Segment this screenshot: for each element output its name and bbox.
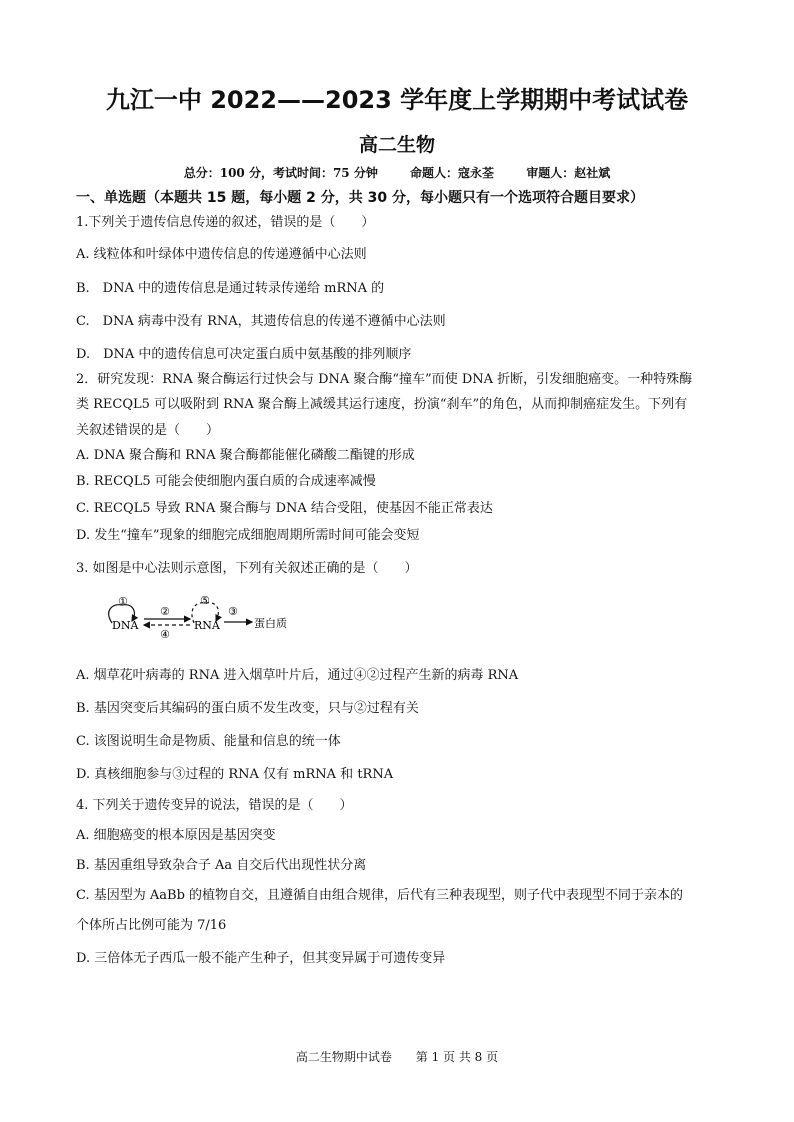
footer-page-number: 第 1 页 共 8 页 <box>415 1050 499 1064</box>
q3-stem: 3. 如图是中心法则示意图，下列有关叙述正确的是（ ） <box>76 561 418 576</box>
q4-stem: 4. 下列关于遗传变异的说法，错误的是（ ） <box>76 798 353 813</box>
q4-option-c-line-1: C. 基因型为 AaBb 的植物自交，且遵循自由组合规律，后代有三种表现型，则子代中表现型不同于亲本的 <box>76 888 684 903</box>
q2-stem-line-2: 类 RECQL5 可以吸附到 RNA 聚合酶上减缓其运行速度，扮演“刹车”的角色，从而抑制癌症发生。下列有 <box>76 397 688 412</box>
q3-option-b: B. 基因突变后其编码的蛋白质不发生改变，只与②过程有关 <box>76 701 419 716</box>
q4-option-a: A. 细胞癌变的根本原因是基因突变 <box>76 828 276 843</box>
q4-option-d: D. 三倍体无子西瓜一般不能产生种子，但其变异属于可遗传变异 <box>76 951 446 966</box>
label-1: ① <box>118 595 128 608</box>
page-footer <box>0 1048 794 1065</box>
label-protein: 蛋白质 <box>254 617 287 630</box>
section-heading: 一、单选题（本题共 15 题，每小题 2 分，共 30 分，每小题只有一个选项符合题目要求） <box>76 190 644 206</box>
q2-option-d: D. 发生“撞车”现象的细胞完成细胞周期所需时间可能会变短 <box>76 528 420 543</box>
q2-stem-line-3: 关叙述错误的是（ ） <box>76 423 220 438</box>
central-dogma-diagram <box>104 593 304 641</box>
label-rna: RNA <box>194 619 220 632</box>
exam-title: 九江一中 2022——2023 学年度上学期期中考试试卷 <box>105 86 689 114</box>
label-3: ③ <box>228 605 238 618</box>
score-time: 总分：100 分，考试时间：75 分钟 <box>183 166 378 180</box>
q1-stem: 1.下列关于遗传信息传递的叙述，错误的是（ ） <box>76 215 375 230</box>
q3-option-c: C. 该图说明生命是物质、能量和信息的统一体 <box>76 734 341 749</box>
q1-option-b: B. DNA 中的遗传信息是通过转录传递给 mRNA 的 <box>76 281 385 296</box>
q2-option-a: A. DNA 聚合酶和 RNA 聚合酶都能催化磷酸二酯键的形成 <box>76 448 415 463</box>
q3-option-d: D. 真核细胞参与③过程的 RNA 仅有 mRNA 和 tRNA <box>76 767 394 782</box>
q4-option-b: B. 基因重组导致杂合子 Aa 自交后代出现性状分离 <box>76 858 367 873</box>
question-reviewer: 审题人：赵社斌 <box>526 166 611 180</box>
footer-exam-name: 高二生物期中试卷 <box>295 1050 392 1064</box>
q1-option-c: C. DNA 病毒中没有 RNA，其遗传信息的传递不遵循中心法则 <box>76 314 446 329</box>
q4-option-c-line-2: 个体所占比例可能为 7/16 <box>76 918 227 933</box>
label-5: ⑤ <box>200 594 210 607</box>
q3-option-a: A. 烟草花叶病毒的 RNA 进入烟草叶片后，通过④②过程产生新的病毒 RNA <box>76 668 519 683</box>
label-4: ④ <box>160 628 170 641</box>
q1-option-d: D. DNA 中的遗传信息可决定蛋白质中氨基酸的排列顺序 <box>76 347 412 362</box>
label-dna: DNA <box>112 619 139 632</box>
question-setter: 命题人：寇永荃 <box>410 166 495 180</box>
q2-option-b: B. RECQL5 可能会使细胞内蛋白质的合成速率减慢 <box>76 474 376 489</box>
subject-title: 高二生物 <box>358 134 435 156</box>
q2-option-c: C. RECQL5 导致 RNA 聚合酶与 DNA 结合受阻，使基因不能正常表达 <box>76 501 493 516</box>
q2-stem-line-1: 2．研究发现：RNA 聚合酶运行过快会与 DNA 聚合酶“撞车”而使 DNA 折断，引发细胞癌变。一种特殊酶 <box>76 372 693 387</box>
q1-option-a: A. 线粒体和叶绿体中遗传信息的传递遵循中心法则 <box>76 247 367 262</box>
exam-meta <box>0 164 794 181</box>
label-2: ② <box>160 605 170 618</box>
